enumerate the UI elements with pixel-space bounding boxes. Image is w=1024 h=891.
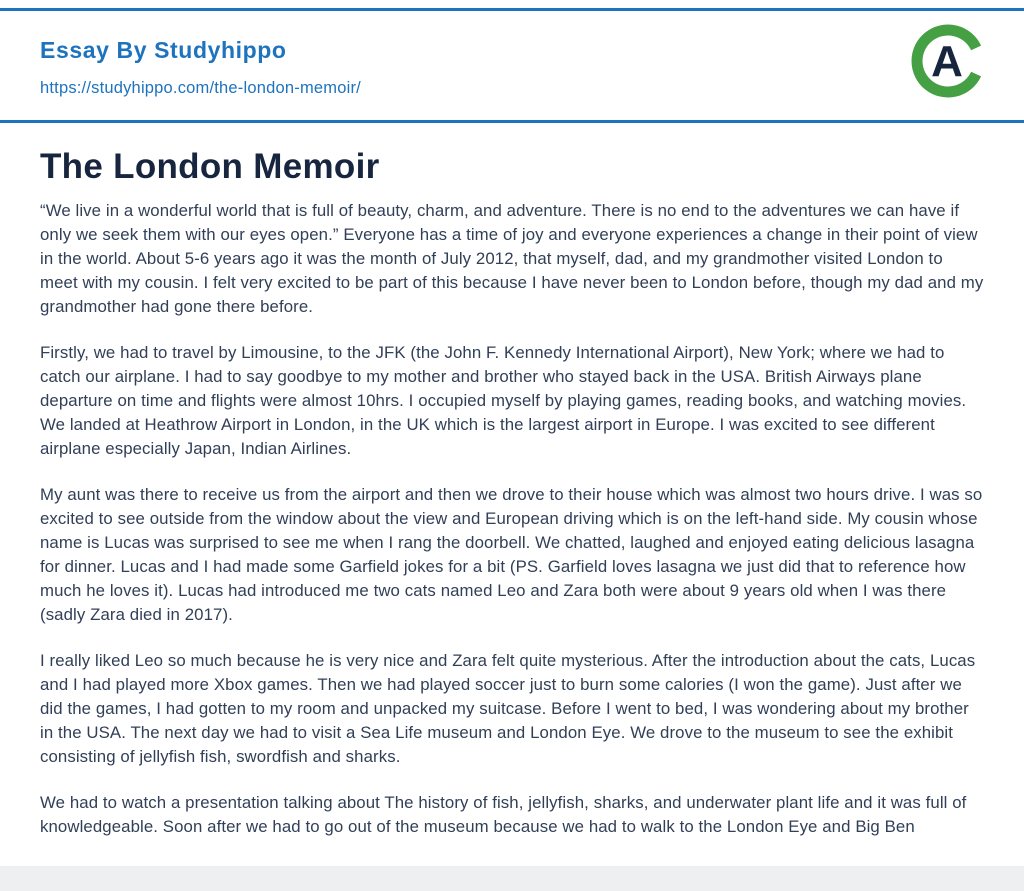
studyhippo-logo[interactable] xyxy=(910,23,986,99)
logo-letter: A xyxy=(931,37,963,86)
paragraph-5: We had to watch a presentation talking about The history of fish, jellyfish, sharks, and underwater plant life and it was full of knowledgeable. Soon after we had to go out of the museum because we had to walk to the London Eye and Big Ben xyxy=(40,793,967,836)
page-title: The London Memoir xyxy=(40,147,380,186)
logo-ring-icon xyxy=(910,23,986,99)
paragraph-4: I really liked Leo so much because he is very nice and Zara felt quite mysterious. After the introduction about the cats, Lucas and I had played more Xbox games. Then we had played soccer just to burn some calories (I won the game). Just after we did the games, I had gotten to my room and unpacked my suitcase. Before I went to bed, I was wondering about my brother in the USA. The next day we had to visit a Sea Life museum and London Eye. We drove to the museum to see the exhibit consisting of jellyfish fish, swordfish and sharks. xyxy=(40,651,976,766)
paragraph-3: My aunt was there to receive us from the airport and then we drove to their house which was almost two hours drive. I was so excited to see outside from the window about the view and European driving which is on the left-hand side. My cousin whose name is Lucas was surprised to see me when I rang the doorbell. We chatted, laughed and enjoyed eating delicious lasagna for dinner. Lucas and I had made some Garfield jokes for a bit (PS. Garfield loves lasagna we just did that to reference how much he loves it). Lucas had introduced me two cats named Leo and Zara both were about 9 years old when I was there (sadly Zara died in 2017). xyxy=(40,485,983,624)
article-body xyxy=(0,123,1024,839)
article-url-link[interactable]: https://studyhippo.com/the-london-memoir/ xyxy=(40,79,361,97)
site-title: Essay By Studyhippo xyxy=(40,37,287,63)
paragraph-1: “We live in a wonderful world that is full of beauty, charm, and adventure. There is no end to the adventures we can have if only we seek them with our eyes open.” Everyone has a time of joy and everyone experiences a change in their point of view in the world. About 5-6 years ago it was the month of July 2012, that myself, dad, and my grandmother visited London to meet with my cousin. I felt very excited to be part of this because I have never been to London before, though my dad and my grandmother had gone there before. xyxy=(40,201,984,316)
page xyxy=(0,8,1024,891)
paragraph-2: Firstly, we had to travel by Limousine, to the JFK (the John F. Kennedy International Airport), New York; where we had to catch our airplane. I had to say goodbye to my mother and brother who stayed back in the USA. British Airways plane departure on time and flights were almost 10hrs. I occupied myself by playing games, reading books, and watching movies. We landed at Heathrow Airport in London, in the UK which is the largest airport in Europe. I was excited to see different airplane especially Japan, Indian Airlines. xyxy=(40,343,967,458)
site-header xyxy=(0,11,1024,123)
footer-strip xyxy=(0,866,1024,891)
